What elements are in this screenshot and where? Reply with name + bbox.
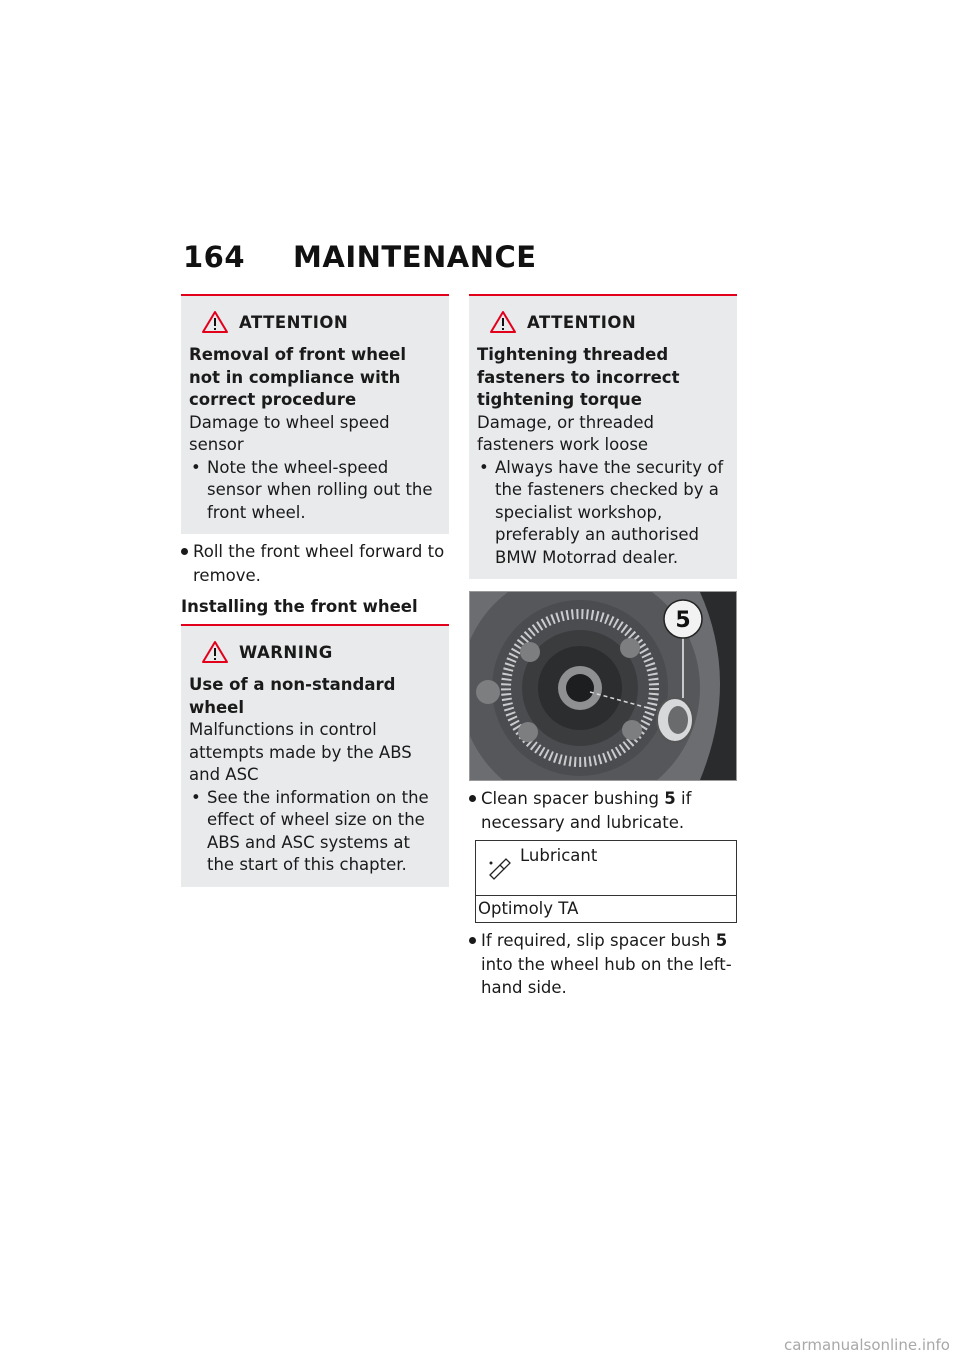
step-roll-text: Roll the front wheel forward to remove. bbox=[193, 542, 445, 585]
bullet-dot-icon bbox=[469, 937, 476, 944]
step-clean-ref: 5 bbox=[664, 789, 676, 808]
warning-box bbox=[181, 626, 449, 887]
step-slip-ref: 5 bbox=[715, 931, 728, 950]
lubricant-header bbox=[476, 841, 736, 896]
step-clean-after: if necessary and lubricate. bbox=[481, 789, 692, 832]
warning-bullet: • See the information on the effect of wheel size on the ABS and ASC systems at the start of this chapter. bbox=[189, 787, 441, 877]
lubricant-icon bbox=[486, 855, 512, 881]
step-slip-after: into the wheel hub on the left-hand side. bbox=[481, 954, 732, 997]
attention-box bbox=[181, 294, 449, 534]
step-clean-bushing bbox=[469, 787, 737, 834]
warning-triangle-icon bbox=[201, 310, 229, 334]
attention-body: Damage, or threaded fasteners work loose bbox=[477, 412, 654, 454]
watermark: carmanualsonline.info bbox=[784, 1336, 950, 1354]
attention-box-torque bbox=[469, 294, 737, 579]
section-title: MAINTENANCE bbox=[293, 240, 537, 274]
step-roll-wheel bbox=[181, 540, 449, 587]
warning-body: Malfunctions in control attempts made by the ABS and ASC bbox=[189, 720, 412, 784]
left-column bbox=[181, 294, 449, 887]
attention-title: ATTENTION bbox=[239, 312, 349, 332]
attention-header bbox=[201, 310, 441, 334]
figure-callout-5: 5 bbox=[675, 608, 691, 633]
subheading-installing: Installing the front wheel bbox=[181, 597, 449, 626]
step-slip-before: If required, slip spacer bush bbox=[481, 931, 711, 950]
page-header bbox=[183, 240, 537, 274]
bullet-dot-icon bbox=[181, 548, 188, 555]
attention-heading: Removal of front wheel not in compliance with correct procedure bbox=[189, 345, 407, 409]
wheel-hub-photo bbox=[469, 591, 737, 781]
page-number: 164 bbox=[183, 240, 246, 274]
attention-title: ATTENTION bbox=[527, 312, 637, 332]
bullet-dot-icon bbox=[469, 795, 476, 802]
step-slip-bush bbox=[469, 929, 737, 1000]
warning-triangle-icon bbox=[489, 310, 517, 334]
step-clean-before: Clean spacer bushing bbox=[481, 789, 660, 808]
warning-triangle-icon bbox=[201, 640, 229, 664]
attention-header bbox=[489, 310, 729, 334]
wheel-hub-illustration bbox=[470, 592, 736, 780]
warning-header bbox=[201, 640, 441, 664]
warning-title: WARNING bbox=[239, 642, 333, 662]
lubricant-table bbox=[475, 840, 737, 923]
right-column bbox=[469, 294, 737, 1000]
attention-bullet: • Always have the security of the fasteners checked by a specialist workshop, preferably an authorised BMW Motorrad dealer. bbox=[477, 457, 729, 570]
attention-bullet: • Note the wheel-speed sensor when rolling out the front wheel. bbox=[189, 457, 441, 525]
warning-heading: Use of a non-standard wheel bbox=[189, 675, 396, 717]
attention-body: Damage to wheel speed sensor bbox=[189, 412, 390, 454]
attention-heading: Tightening threaded fasteners to incorrect tightening torque bbox=[477, 345, 680, 409]
lubricant-label: Lubricant bbox=[520, 846, 598, 865]
lubricant-value: Optimoly TA bbox=[478, 899, 579, 918]
